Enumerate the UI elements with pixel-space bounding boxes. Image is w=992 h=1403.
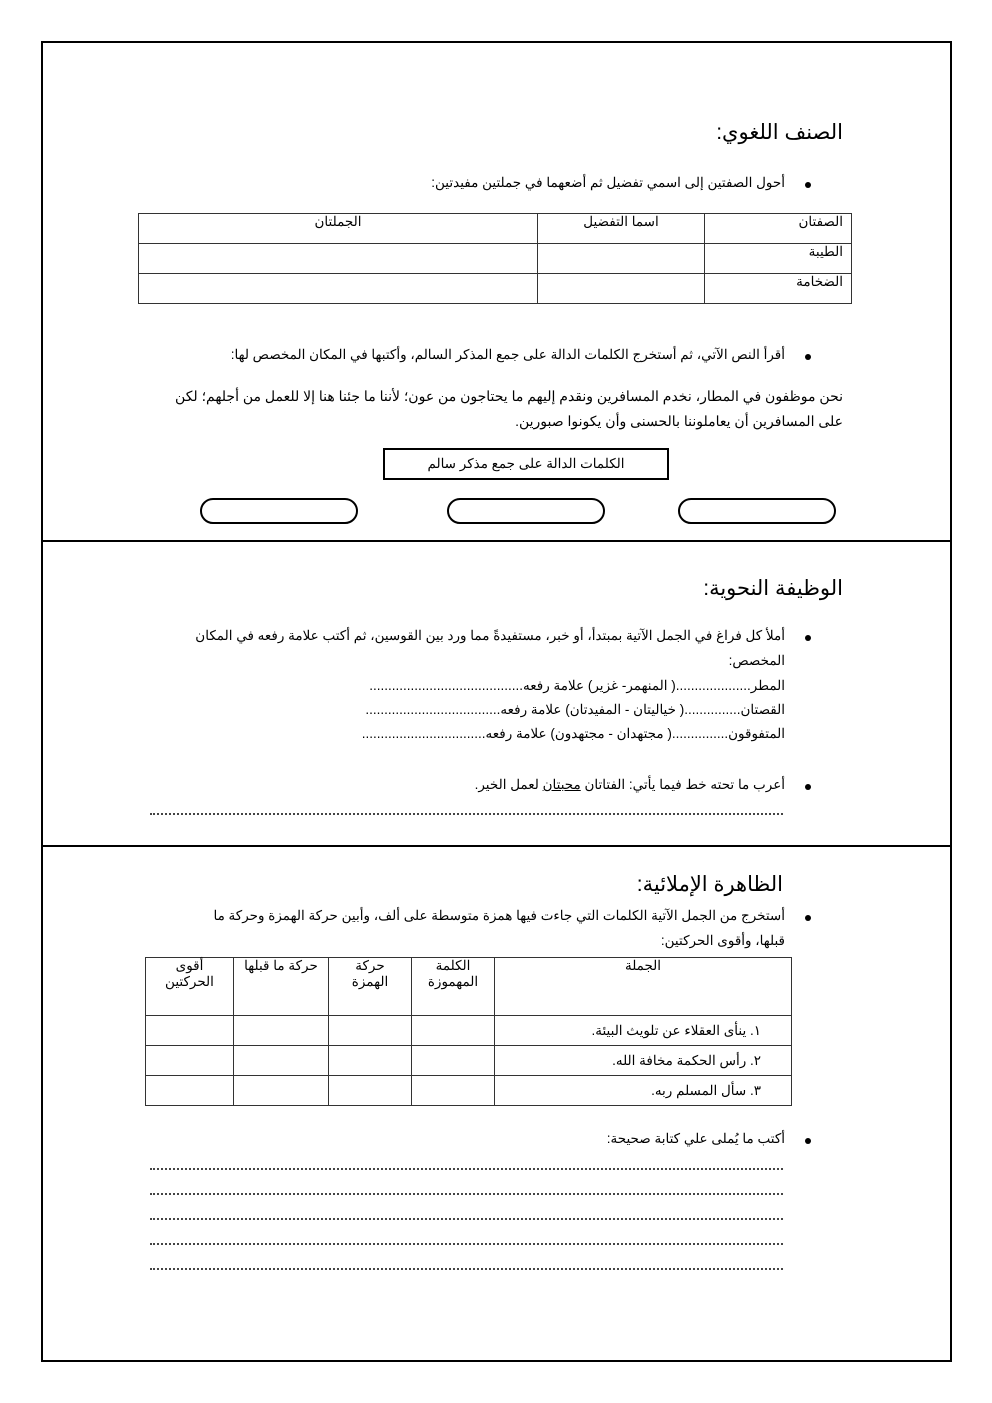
instruction-fill-blanks: أملأ كل فراغ في الجمل الآتية بمبتدأ، أو خبر، مستفيدةً مما ورد بين القوسين، ثم أكتب علامة رفعه في المكان bbox=[195, 628, 785, 643]
answer-dotted-line[interactable] bbox=[150, 813, 783, 815]
dictation-line[interactable] bbox=[150, 1243, 783, 1245]
section-title-grammar: الوظيفة النحوية: bbox=[703, 577, 843, 600]
bullet-icon bbox=[805, 1138, 811, 1144]
instruction-extract-hamza: أستخرج من الجمل الآتية الكلمات التي جاءت فيها همزة متوسطة على ألف، وأبين حركة الهمزة وحركة ما bbox=[213, 908, 785, 923]
section-divider bbox=[41, 540, 952, 542]
answer-cell[interactable] bbox=[234, 1016, 329, 1046]
passage-line: نحن موظفون في المطار، نخدم المسافرين ونقدم إليهم ما يحتاجون من عون؛ لأننا ما جئنا هنا إلا للعمل من أجلهم؛ لكن bbox=[175, 388, 843, 404]
answer-oval[interactable] bbox=[200, 498, 358, 524]
answer-cell[interactable] bbox=[412, 1016, 495, 1046]
answer-cell[interactable] bbox=[146, 1016, 234, 1046]
header-sentences: الجملتان bbox=[139, 214, 538, 244]
answer-cell[interactable] bbox=[146, 1046, 234, 1076]
sentence-cell: ٣. سأل المسلم ربه. bbox=[495, 1076, 792, 1106]
instruction-dictation: أكتب ما يُملى علي كتابة صحيحة: bbox=[606, 1131, 785, 1146]
bullet-icon bbox=[805, 784, 811, 790]
sentence-cell: ١. ينأى العقلاء عن تلويث البيئة. bbox=[495, 1016, 792, 1046]
sentence-answer-cell[interactable] bbox=[139, 274, 538, 304]
header-hamza-word: الكلمة المهموزة bbox=[412, 958, 495, 1016]
header-adjectives: الصفتان bbox=[705, 214, 852, 244]
dictation-line[interactable] bbox=[150, 1268, 783, 1270]
answer-oval[interactable] bbox=[447, 498, 605, 524]
superlative-answer-cell[interactable] bbox=[538, 244, 705, 274]
fill-item[interactable]: المطر....................( المنهمر- غزير) علامة رفعه......................................... bbox=[369, 678, 785, 693]
answer-cell[interactable] bbox=[234, 1046, 329, 1076]
header-superlatives: اسما التفضيل bbox=[538, 214, 705, 244]
answer-oval[interactable] bbox=[678, 498, 836, 524]
answer-cell[interactable] bbox=[412, 1076, 495, 1106]
parse-prefix: أعرب ما تحته خط فيما يأتي: الفتاتان bbox=[580, 777, 785, 792]
section-divider bbox=[41, 845, 952, 847]
dictation-line[interactable] bbox=[150, 1193, 783, 1195]
header-stronger-vowel: أقوى الحركتين bbox=[146, 958, 234, 1016]
instruction-extract-hamza-cont: قبلها، وأقوى الحركتين: bbox=[660, 933, 785, 948]
header-sentence: الجملة bbox=[495, 958, 792, 1016]
sentence-answer-cell[interactable] bbox=[139, 244, 538, 274]
dictation-line[interactable] bbox=[150, 1218, 783, 1220]
instruction-fill-blanks-cont: المخصص: bbox=[728, 653, 785, 668]
answer-box-label: الكلمات الدالة على جمع مذكر سالم bbox=[383, 448, 669, 480]
header-preceding-vowel: حركة ما قبلها bbox=[234, 958, 329, 1016]
superlative-table bbox=[138, 213, 852, 304]
bullet-icon bbox=[805, 354, 811, 360]
answer-cell[interactable] bbox=[234, 1076, 329, 1106]
underlined-word: محبتان bbox=[542, 777, 581, 792]
header-hamza-vowel: حركة الهمزة bbox=[329, 958, 412, 1016]
instruction-superlative: أحول الصفتين إلى اسمي تفضيل ثم أضعهما في جملتين مفيدتين: bbox=[431, 175, 785, 190]
instruction-parse bbox=[475, 777, 785, 793]
answer-cell[interactable] bbox=[146, 1076, 234, 1106]
fill-item[interactable]: القصتان...............( خياليتان - المفيدتان) علامة رفعه.................................... bbox=[365, 702, 785, 717]
dictation-line[interactable] bbox=[150, 1168, 783, 1170]
bullet-icon bbox=[805, 182, 811, 188]
bullet-icon bbox=[805, 915, 811, 921]
answer-cell[interactable] bbox=[329, 1046, 412, 1076]
answer-cell[interactable] bbox=[412, 1046, 495, 1076]
bullet-icon bbox=[805, 635, 811, 641]
parse-suffix: لعمل الخير. bbox=[474, 777, 543, 792]
answer-cell[interactable] bbox=[329, 1076, 412, 1106]
instruction-read-text: أقرأ النص الآتي، ثم أستخرج الكلمات الدالة على جمع المذكر السالم، وأكتبها في المكان المخصص لها: bbox=[230, 347, 785, 362]
fill-item[interactable]: المتفوقون...............( مجتهدان - مجتهدون) علامة رفعه................................. bbox=[361, 726, 785, 741]
sentence-cell: ٢. رأس الحكمة مخافة الله. bbox=[495, 1046, 792, 1076]
section-title-spelling: الظاهرة الإملائية: bbox=[636, 873, 783, 896]
passage-line: على المسافرين أن يعاملوننا بالحسنى وأن يكونوا صبورين. bbox=[515, 413, 843, 429]
adjective-cell: الضخامة bbox=[705, 274, 852, 304]
adjective-cell: الطيبة bbox=[705, 244, 852, 274]
section-title-linguistic-class: الصنف اللغوي: bbox=[716, 121, 843, 144]
superlative-answer-cell[interactable] bbox=[538, 274, 705, 304]
answer-cell[interactable] bbox=[329, 1016, 412, 1046]
hamza-table bbox=[145, 957, 792, 1106]
